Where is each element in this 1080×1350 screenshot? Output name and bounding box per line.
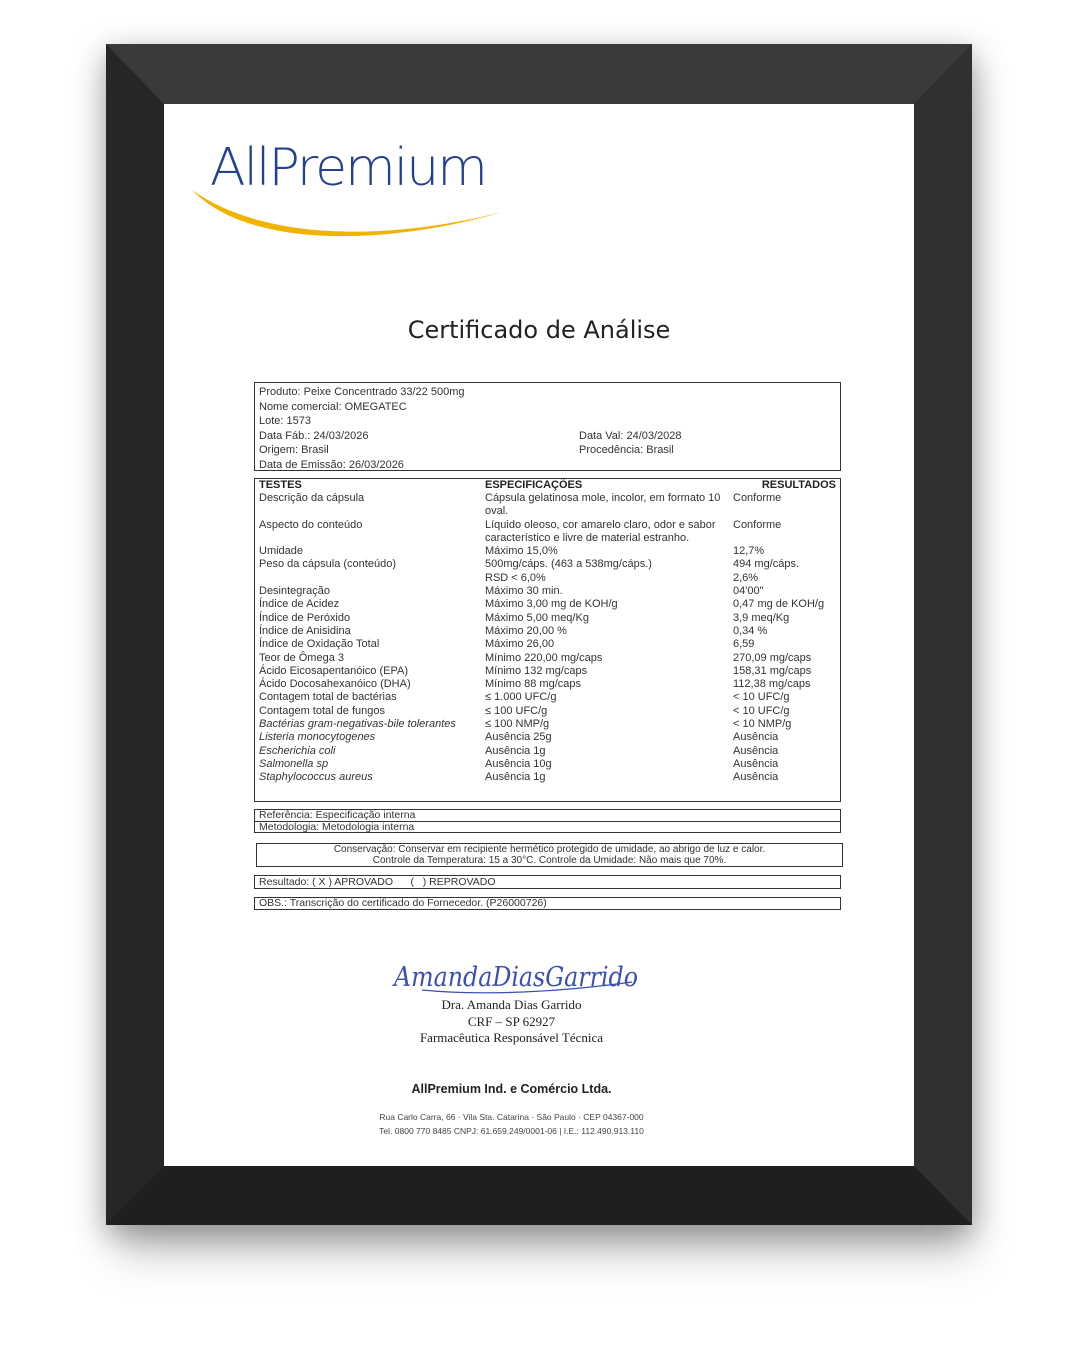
test-name: Índice de Peróxido — [259, 611, 351, 624]
test-result: Ausência — [733, 744, 779, 757]
test-specification: Líquido oleoso, cor amarelo claro, odor e sabor característico e livre de material estranho. — [485, 518, 716, 544]
observation-text: OBS.: Transcrição do certificado do Fornecedor. (P26000726) — [259, 897, 547, 909]
test-specification: ≤ 100 UFC/g — [485, 704, 548, 717]
table-row — [259, 638, 836, 651]
observation-box — [254, 897, 841, 910]
table-row — [259, 492, 836, 519]
test-result: 270,09 mg/caps — [733, 651, 812, 664]
test-result: Conforme — [733, 492, 782, 504]
test-name: Índice de Acidez — [259, 598, 340, 611]
conservation-box — [256, 843, 843, 867]
company-logo — [190, 130, 520, 250]
test-name: Índice de Oxidação Total — [259, 638, 380, 651]
test-name: Descrição da cápsula — [259, 492, 365, 504]
product-name: Produto: Peixe Concentrado 33/22 500mg — [259, 386, 465, 398]
signer-role: Farmacêutica Responsável Técnica — [419, 1030, 604, 1045]
test-result: Ausência — [733, 771, 779, 784]
test-specification: Mínimo 132 mg/caps — [485, 664, 588, 677]
table-row — [259, 652, 836, 665]
test-result: Conforme — [733, 518, 782, 531]
expiry-date: Data Val: 24/03/2028 — [579, 429, 682, 442]
header-specifications: ESPECIFICAÇÕES — [485, 479, 583, 491]
origin: Origem: Brasil — [259, 444, 329, 456]
test-result: 158,31 mg/caps — [733, 664, 812, 677]
table-row — [259, 678, 836, 691]
company-contact: Tel. 0800 770 8485 CNPJ: 61.659.249/0001-06 | I.E.: 112.490.913.110 — [379, 1126, 644, 1136]
table-row — [259, 585, 836, 598]
table-row — [259, 545, 836, 558]
test-name: Ácido Docosahexanóico (DHA) — [259, 678, 411, 691]
test-name: Umidade — [259, 545, 304, 558]
table-row — [259, 665, 836, 678]
test-specification: Máximo 30 min. — [485, 585, 563, 598]
tests-table — [259, 479, 836, 785]
test-result: 0,34 % — [733, 624, 768, 637]
signer-crf: CRF – SP 62927 — [467, 1014, 556, 1029]
test-result: 6,59 — [733, 638, 755, 651]
test-specification: Ausência 25g — [485, 731, 552, 744]
provenance: Procedência: Brasil — [579, 444, 674, 456]
table-row — [259, 771, 836, 784]
test-specification: Máximo 15,0% — [485, 545, 558, 558]
certificate-document — [164, 104, 914, 1166]
test-specification: Máximo 20,00 % — [485, 624, 567, 637]
table-row — [259, 519, 836, 546]
test-result: < 10 UFC/g — [733, 704, 790, 717]
test-result: 494 mg/cáps. — [733, 558, 800, 571]
trade-name: Nome comercial: OMEGATEC — [259, 400, 407, 413]
tests-table-body — [259, 492, 836, 785]
test-specification: Ausência 10g — [485, 757, 552, 770]
test-name: Ácido Eicosapentanóico (EPA) — [259, 664, 408, 677]
test-result: 04'00" — [733, 585, 764, 598]
test-specification: 500mg/cáps. (463 a 538mg/cáps.) — [485, 558, 652, 571]
handwritten-signature — [392, 952, 642, 1002]
signer-name: Dra. Amanda Dias Garrido — [441, 997, 582, 1012]
test-name: Desintegração — [259, 585, 330, 598]
table-row — [259, 745, 836, 758]
test-result: Ausência — [733, 731, 779, 744]
test-result: 2,6% — [733, 571, 759, 584]
table-header-row — [259, 479, 836, 492]
test-result: < 10 UFC/g — [733, 691, 790, 704]
table-row — [259, 612, 836, 625]
test-name: Salmonella sp — [259, 757, 329, 770]
table-row — [259, 558, 836, 571]
product-info-box — [254, 382, 841, 471]
test-name: Índice de Anisidina — [259, 624, 351, 637]
test-result: Ausência — [733, 757, 779, 770]
svg-text:AmandaDiasGarrido: AmandaDiasGarrido — [391, 962, 638, 993]
manufacture-date: Data Fáb.: 24/03/2026 — [259, 429, 369, 442]
page-title: Certificado de Análise — [407, 316, 671, 344]
company-name: AllPremium Ind. e Comércio Ltda. — [411, 1082, 612, 1096]
test-specification: Máximo 3,00 mg de KOH/g — [485, 598, 618, 611]
test-specification: ≤ 1.000 UFC/g — [485, 691, 557, 704]
test-name: Aspecto do conteúdo — [259, 518, 363, 531]
test-result: 0,47 mg de KOH/g — [733, 598, 825, 611]
table-row — [259, 718, 836, 731]
test-result: 112,38 mg/caps — [733, 678, 811, 691]
test-specification: Mínimo 88 mg/caps — [485, 678, 581, 691]
table-row — [259, 705, 836, 718]
company-address: Rua Carlo Carra, 66 · Vila Sta. Catarina · São Paulo · CEP 04367-000 — [379, 1112, 644, 1122]
test-name: Contagem total de fungos — [259, 704, 385, 717]
table-row — [259, 598, 836, 611]
test-name: Escherichia coli — [259, 744, 336, 757]
table-row — [259, 758, 836, 771]
result-box — [254, 875, 841, 889]
batch-number: Lote: 1573 — [259, 415, 311, 427]
issue-date: Data de Emissão: 26/03/2026 — [259, 458, 404, 471]
tests-table-box — [254, 478, 841, 802]
conservation-text: Conservação: Conservar em recipiente hermético protegido de umidade, ao abrigo de luz e calor. — [333, 844, 766, 855]
test-specification: Ausência 1g — [485, 771, 546, 784]
table-row — [259, 572, 836, 585]
conservation-control-text: Controle da Temperatura: 15 a 30°C. Controle da Umidade: Não mais que 70%. — [372, 855, 727, 866]
test-name: Bactérias gram-negativas-bile tolerantes — [259, 718, 456, 731]
header-tests: TESTES — [259, 479, 302, 491]
table-row — [259, 625, 836, 638]
result-text: Resultado: ( X ) APROVADO ( ) REPROVADO — [259, 876, 496, 888]
test-name: Peso da cápsula (conteúdo) — [259, 558, 396, 571]
table-row — [259, 691, 836, 704]
test-name: Staphylococcus aureus — [259, 771, 373, 784]
header-results: RESULTADOS — [761, 479, 836, 491]
test-specification: Mínimo 220,00 mg/caps — [485, 651, 603, 664]
test-specification: Máximo 5,00 meq/Kg — [485, 611, 589, 624]
test-result: 12,7% — [733, 545, 765, 558]
test-name: Contagem total de bactérias — [259, 691, 397, 704]
test-specification: RSD < 6,0% — [485, 571, 546, 584]
reference-text: Referência: Especificação interna — [255, 810, 840, 822]
table-row — [259, 731, 836, 744]
test-specification: ≤ 100 NMP/g — [485, 718, 550, 731]
test-specification: Cápsula gelatinosa mole, incolor, em formato 10 oval. — [485, 492, 721, 518]
test-specification: Máximo 26,00 — [485, 638, 555, 651]
test-name: Listeria monocytogenes — [259, 731, 376, 744]
test-name: Teor de Ômega 3 — [259, 651, 344, 664]
test-result: 3,9 meq/Kg — [733, 611, 790, 624]
methodology-text: Metodologia: Metodologia interna — [259, 821, 415, 833]
test-specification: Ausência 1g — [485, 744, 546, 757]
test-name — [259, 572, 485, 585]
reference-box — [254, 809, 841, 833]
logo-wordmark: AllPremium — [210, 138, 486, 198]
test-result: < 10 NMP/g — [733, 718, 792, 731]
